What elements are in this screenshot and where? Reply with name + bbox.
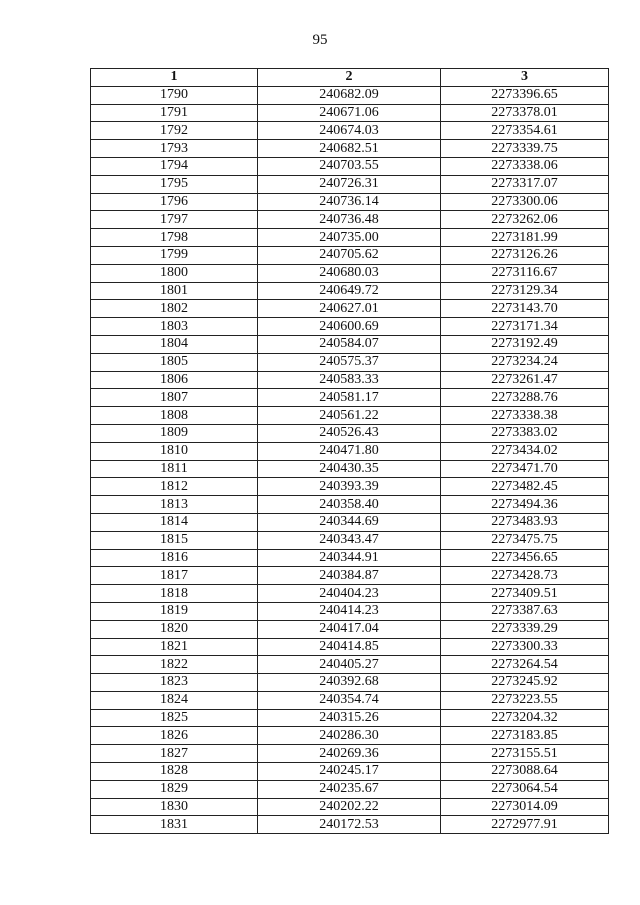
table-cell-col-3: 2273387.63 (441, 602, 609, 620)
table-cell-col-1: 1814 (91, 513, 258, 531)
table-row (91, 638, 609, 656)
table-cell-col-1: 1796 (91, 193, 258, 211)
table-row (91, 353, 609, 371)
table-cell-col-1: 1824 (91, 691, 258, 709)
table-cell-col-2: 240736.48 (258, 211, 441, 229)
table-cell-col-1: 1817 (91, 567, 258, 585)
table-row (91, 549, 609, 567)
table-row (91, 691, 609, 709)
table-row (91, 318, 609, 336)
table-cell-col-1: 1818 (91, 585, 258, 603)
table-cell-col-2: 240414.23 (258, 602, 441, 620)
table-row (91, 727, 609, 745)
table-cell-col-2: 240269.36 (258, 745, 441, 763)
table-cell-col-1: 1795 (91, 175, 258, 193)
table-cell-col-3: 2273339.75 (441, 140, 609, 158)
table-cell-col-3: 2273339.29 (441, 620, 609, 638)
table-cell-col-3: 2273088.64 (441, 763, 609, 781)
table-cell-col-3: 2273338.38 (441, 407, 609, 425)
table-cell-col-3: 2273494.36 (441, 496, 609, 514)
table-cell-col-2: 240315.26 (258, 709, 441, 727)
table-row (91, 709, 609, 727)
table-row (91, 478, 609, 496)
table-cell-col-3: 2273428.73 (441, 567, 609, 585)
table-cell-col-1: 1811 (91, 460, 258, 478)
table-cell-col-2: 240430.35 (258, 460, 441, 478)
table-cell-col-2: 240172.53 (258, 816, 441, 834)
table-cell-col-1: 1831 (91, 816, 258, 834)
table-row (91, 407, 609, 425)
table-cell-col-3: 2273126.26 (441, 246, 609, 264)
table-cell-col-3: 2273354.61 (441, 122, 609, 140)
table-row (91, 656, 609, 674)
table-cell-col-1: 1808 (91, 407, 258, 425)
table-cell-col-1: 1793 (91, 140, 258, 158)
table-cell-col-1: 1805 (91, 353, 258, 371)
table-row (91, 300, 609, 318)
table-cell-col-3: 2273192.49 (441, 335, 609, 353)
table-cell-col-1: 1797 (91, 211, 258, 229)
table-cell-col-2: 240735.00 (258, 229, 441, 247)
table-cell-col-1: 1798 (91, 229, 258, 247)
table-cell-col-3: 2273338.06 (441, 157, 609, 175)
table-row (91, 157, 609, 175)
table-row (91, 442, 609, 460)
table-row (91, 246, 609, 264)
table-cell-col-3: 2273483.93 (441, 513, 609, 531)
table-row (91, 264, 609, 282)
table-cell-col-3: 2273014.09 (441, 798, 609, 816)
table-cell-col-1: 1827 (91, 745, 258, 763)
table-cell-col-3: 2273471.70 (441, 460, 609, 478)
table-cell-col-3: 2273300.33 (441, 638, 609, 656)
header-row (91, 69, 609, 87)
table-cell-col-1: 1809 (91, 424, 258, 442)
table-cell-col-1: 1816 (91, 549, 258, 567)
table-cell-col-3: 2273300.06 (441, 193, 609, 211)
table-cell-col-1: 1826 (91, 727, 258, 745)
table-row (91, 798, 609, 816)
table-cell-col-3: 2273129.34 (441, 282, 609, 300)
table-row (91, 389, 609, 407)
table-cell-col-2: 240405.27 (258, 656, 441, 674)
column-header-1: 1 (91, 69, 258, 87)
table-cell-col-1: 1810 (91, 442, 258, 460)
table-cell-col-2: 240384.87 (258, 567, 441, 585)
table-cell-col-2: 240404.23 (258, 585, 441, 603)
table-cell-col-1: 1799 (91, 246, 258, 264)
table-cell-col-2: 240393.39 (258, 478, 441, 496)
table-cell-col-2: 240344.91 (258, 549, 441, 567)
table-cell-col-1: 1829 (91, 780, 258, 798)
table-cell-col-3: 2273143.70 (441, 300, 609, 318)
table-row (91, 282, 609, 300)
table-cell-col-2: 240354.74 (258, 691, 441, 709)
table-cell-col-2: 240575.37 (258, 353, 441, 371)
table-cell-col-2: 240358.40 (258, 496, 441, 514)
table-cell-col-3: 2273378.01 (441, 104, 609, 122)
table-cell-col-2: 240674.03 (258, 122, 441, 140)
table-cell-col-3: 2273183.85 (441, 727, 609, 745)
table-row (91, 620, 609, 638)
table-cell-col-3: 2273245.92 (441, 674, 609, 692)
table-cell-col-2: 240736.14 (258, 193, 441, 211)
table-cell-col-2: 240581.17 (258, 389, 441, 407)
table-row (91, 567, 609, 585)
table-cell-col-1: 1828 (91, 763, 258, 781)
table-row (91, 816, 609, 834)
table-cell-col-2: 240600.69 (258, 318, 441, 336)
table-cell-col-3: 2273223.55 (441, 691, 609, 709)
table-cell-col-1: 1804 (91, 335, 258, 353)
table-cell-col-2: 240414.85 (258, 638, 441, 656)
table-row (91, 140, 609, 158)
table-cell-col-2: 240671.06 (258, 104, 441, 122)
table-row (91, 193, 609, 211)
table-cell-col-3: 2273383.02 (441, 424, 609, 442)
table-cell-col-2: 240286.30 (258, 727, 441, 745)
table-cell-col-1: 1819 (91, 602, 258, 620)
table-row (91, 424, 609, 442)
table-row (91, 496, 609, 514)
table-row (91, 780, 609, 798)
table-row (91, 122, 609, 140)
table-cell-col-2: 240627.01 (258, 300, 441, 318)
table-cell-col-2: 240726.31 (258, 175, 441, 193)
table-row (91, 211, 609, 229)
table-cell-col-1: 1821 (91, 638, 258, 656)
table-cell-col-1: 1830 (91, 798, 258, 816)
table-row (91, 86, 609, 104)
table-cell-col-3: 2273264.54 (441, 656, 609, 674)
table-cell-col-3: 2273204.32 (441, 709, 609, 727)
table-cell-col-3: 2273456.65 (441, 549, 609, 567)
table-cell-col-2: 240471.80 (258, 442, 441, 460)
table-cell-col-3: 2273288.76 (441, 389, 609, 407)
table-cell-col-1: 1823 (91, 674, 258, 692)
table-row (91, 674, 609, 692)
table-cell-col-3: 2273475.75 (441, 531, 609, 549)
table-cell-col-1: 1820 (91, 620, 258, 638)
table-row (91, 104, 609, 122)
table-cell-col-2: 240202.22 (258, 798, 441, 816)
table-cell-col-3: 2273317.07 (441, 175, 609, 193)
table-header (91, 69, 609, 87)
table-cell-col-3: 2273155.51 (441, 745, 609, 763)
table-cell-col-1: 1806 (91, 371, 258, 389)
table-row (91, 585, 609, 603)
table-cell-col-3: 2272977.91 (441, 816, 609, 834)
table-row (91, 335, 609, 353)
table-cell-col-2: 240583.33 (258, 371, 441, 389)
table-cell-col-1: 1801 (91, 282, 258, 300)
table-cell-col-1: 1815 (91, 531, 258, 549)
table-row (91, 513, 609, 531)
table-cell-col-2: 240649.72 (258, 282, 441, 300)
table-cell-col-1: 1802 (91, 300, 258, 318)
table-cell-col-2: 240682.51 (258, 140, 441, 158)
table-cell-col-1: 1812 (91, 478, 258, 496)
table-cell-col-1: 1792 (91, 122, 258, 140)
table-cell-col-3: 2273234.24 (441, 353, 609, 371)
column-header-3: 3 (441, 69, 609, 87)
table-row (91, 229, 609, 247)
table-cell-col-3: 2273482.45 (441, 478, 609, 496)
table-row (91, 460, 609, 478)
table-cell-col-2: 240344.69 (258, 513, 441, 531)
table-cell-col-3: 2273064.54 (441, 780, 609, 798)
table-cell-col-3: 2273396.65 (441, 86, 609, 104)
table-cell-col-1: 1794 (91, 157, 258, 175)
table-row (91, 175, 609, 193)
column-header-2: 2 (258, 69, 441, 87)
table-row (91, 763, 609, 781)
table-cell-col-3: 2273409.51 (441, 585, 609, 603)
table-cell-col-3: 2273434.02 (441, 442, 609, 460)
table-row (91, 602, 609, 620)
table-cell-col-3: 2273181.99 (441, 229, 609, 247)
table-cell-col-2: 240417.04 (258, 620, 441, 638)
table-cell-col-2: 240682.09 (258, 86, 441, 104)
coordinates-table (90, 68, 609, 834)
table-cell-col-1: 1822 (91, 656, 258, 674)
table-cell-col-3: 2273116.67 (441, 264, 609, 282)
table-cell-col-3: 2273171.34 (441, 318, 609, 336)
table-cell-col-2: 240343.47 (258, 531, 441, 549)
table-cell-col-2: 240680.03 (258, 264, 441, 282)
table-cell-col-2: 240245.17 (258, 763, 441, 781)
page-number: 95 (312, 32, 328, 48)
table-cell-col-2: 240703.55 (258, 157, 441, 175)
table-row (91, 745, 609, 763)
table-row (91, 531, 609, 549)
table-cell-col-2: 240584.07 (258, 335, 441, 353)
table-cell-col-1: 1825 (91, 709, 258, 727)
table-cell-col-3: 2273261.47 (441, 371, 609, 389)
table-cell-col-2: 240235.67 (258, 780, 441, 798)
table-cell-col-2: 240561.22 (258, 407, 441, 425)
table-cell-col-2: 240705.62 (258, 246, 441, 264)
table-body (91, 86, 609, 833)
table-cell-col-1: 1803 (91, 318, 258, 336)
table-cell-col-1: 1813 (91, 496, 258, 514)
table-cell-col-3: 2273262.06 (441, 211, 609, 229)
table-cell-col-1: 1791 (91, 104, 258, 122)
table-cell-col-1: 1807 (91, 389, 258, 407)
table-cell-col-1: 1800 (91, 264, 258, 282)
table-cell-col-2: 240526.43 (258, 424, 441, 442)
table-cell-col-1: 1790 (91, 86, 258, 104)
table-row (91, 371, 609, 389)
table-cell-col-2: 240392.68 (258, 674, 441, 692)
